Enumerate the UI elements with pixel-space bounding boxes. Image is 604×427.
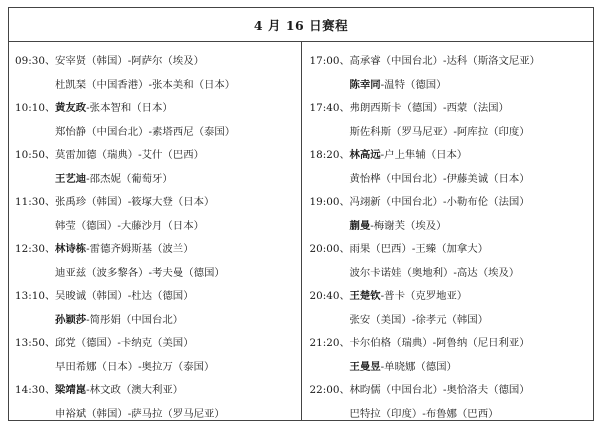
match-text bbox=[350, 332, 530, 356]
match-time: 10:50、 bbox=[15, 149, 56, 161]
match-line bbox=[9, 215, 301, 239]
match-line bbox=[9, 262, 301, 286]
match-slot bbox=[302, 144, 594, 191]
match-line bbox=[302, 50, 594, 74]
match-line bbox=[302, 144, 594, 168]
highlighted-player-name: 林高远 bbox=[349, 149, 381, 161]
match-segment: 雨果（巴西）-王臻（加拿大） bbox=[349, 243, 489, 255]
match-line bbox=[302, 356, 594, 380]
match-slot bbox=[9, 379, 301, 420]
match-text bbox=[55, 74, 235, 98]
match-segment: -林文政（澳大利亚） bbox=[86, 384, 184, 396]
match-slot bbox=[9, 50, 301, 97]
match-text bbox=[55, 191, 214, 215]
match-time: 10:10、 bbox=[15, 102, 56, 114]
match-line bbox=[9, 379, 301, 403]
time-spacer bbox=[9, 74, 55, 98]
match-text bbox=[350, 285, 468, 309]
time-spacer bbox=[9, 403, 55, 421]
match-text bbox=[55, 379, 183, 403]
match-line bbox=[302, 262, 594, 286]
time-spacer bbox=[302, 215, 350, 239]
match-time: 09:30、 bbox=[15, 55, 56, 67]
match-time: 12:30、 bbox=[15, 243, 56, 255]
highlighted-player-name: 梁靖崑 bbox=[55, 384, 87, 396]
match-slot bbox=[302, 50, 594, 97]
match-segment: 斯佐科斯（罗马尼亚）-阿库拉（印度） bbox=[349, 125, 530, 138]
match-slot bbox=[9, 97, 301, 144]
match-slot bbox=[9, 191, 301, 238]
match-line bbox=[9, 332, 301, 356]
match-line bbox=[9, 50, 301, 74]
match-text bbox=[350, 50, 541, 74]
match-text bbox=[55, 309, 183, 333]
match-segment: 黄怡桦（中国台北）-伊藤美诚（日本） bbox=[349, 172, 530, 185]
highlighted-player-name: 王楚钦 bbox=[349, 290, 381, 302]
match-slot bbox=[302, 379, 594, 420]
match-time: 20:00、 bbox=[309, 243, 350, 255]
time-spacer bbox=[9, 262, 55, 286]
highlighted-player-name: 王艺迪 bbox=[55, 172, 87, 185]
match-slot bbox=[9, 144, 301, 191]
match-line bbox=[302, 168, 594, 192]
match-line bbox=[9, 309, 301, 333]
match-text bbox=[55, 50, 204, 74]
match-line bbox=[9, 74, 301, 98]
match-segment: -户上隼辅（日本） bbox=[380, 149, 468, 161]
time-spacer bbox=[302, 403, 350, 421]
match-line bbox=[9, 121, 301, 145]
match-segment: -单晓娜（德国） bbox=[380, 360, 457, 373]
time-spacer bbox=[302, 121, 350, 145]
match-time: 13:10、 bbox=[15, 290, 56, 302]
match-time: 22:00、 bbox=[309, 384, 350, 396]
match-segment: 邱党（德国）-卡纳克（美国） bbox=[55, 337, 194, 349]
match-line bbox=[302, 97, 594, 121]
match-segment: 韩莹（德国）-大藤沙月（日本） bbox=[55, 219, 204, 232]
time-spacer bbox=[9, 356, 55, 380]
match-line bbox=[9, 191, 301, 215]
match-time: 17:00、 bbox=[309, 55, 350, 67]
match-time: 14:30、 bbox=[15, 384, 56, 396]
time-spacer bbox=[9, 121, 55, 145]
match-segment: 申裕斌（韩国）-萨马拉（罗马尼亚） bbox=[55, 407, 225, 420]
match-text bbox=[350, 121, 530, 145]
time-spacer bbox=[302, 168, 350, 192]
match-text bbox=[350, 309, 489, 333]
schedule-columns bbox=[9, 42, 593, 420]
match-segment: 张禹珍（韩国）-筱塚大登（日本） bbox=[55, 196, 215, 208]
highlighted-player-name: 王曼昱 bbox=[349, 360, 381, 373]
match-segment: 冯翊新（中国台北）-小勒布伦（法国） bbox=[349, 196, 530, 208]
match-text bbox=[350, 168, 530, 192]
match-line bbox=[9, 238, 301, 262]
match-slot bbox=[9, 332, 301, 379]
time-spacer bbox=[302, 262, 350, 286]
match-time: 13:50、 bbox=[15, 337, 56, 349]
match-segment: 迪亚兹（波多黎各）-考夫曼（德国） bbox=[55, 266, 225, 279]
match-slot bbox=[302, 332, 594, 379]
match-text bbox=[350, 356, 457, 380]
match-line bbox=[9, 285, 301, 309]
match-text bbox=[55, 332, 194, 356]
match-text bbox=[55, 97, 173, 121]
time-spacer bbox=[302, 356, 350, 380]
match-line bbox=[302, 309, 594, 333]
match-slot bbox=[302, 238, 594, 285]
match-text bbox=[350, 97, 509, 121]
right-column bbox=[302, 42, 594, 420]
match-line bbox=[302, 403, 594, 421]
match-segment: -张本智和（日本） bbox=[86, 102, 173, 114]
match-text bbox=[55, 403, 225, 421]
match-line bbox=[302, 191, 594, 215]
match-time: 21:20、 bbox=[309, 337, 350, 349]
match-text bbox=[350, 238, 489, 262]
match-time: 11:30、 bbox=[15, 196, 56, 208]
match-slot bbox=[302, 285, 594, 332]
match-segment: 张安（美国）-徐孝元（韩国） bbox=[349, 313, 489, 326]
match-line bbox=[9, 356, 301, 380]
match-segment: 莫雷加德（瑞典）-艾什（巴西） bbox=[55, 149, 204, 161]
time-spacer bbox=[9, 168, 55, 192]
match-text bbox=[55, 215, 204, 239]
match-line bbox=[302, 379, 594, 403]
time-spacer bbox=[302, 309, 350, 333]
highlighted-player-name: 黄友政 bbox=[55, 102, 87, 114]
match-segment: 吴晙诚（韩国）-杜达（德国） bbox=[55, 290, 194, 302]
schedule-table bbox=[8, 7, 594, 421]
schedule-title: 4 月 16 日赛程 bbox=[9, 8, 593, 42]
time-spacer bbox=[9, 215, 55, 239]
match-text bbox=[350, 215, 447, 239]
left-column bbox=[9, 42, 302, 420]
time-spacer bbox=[302, 74, 350, 98]
match-text bbox=[350, 191, 530, 215]
match-segment: 安宰贤（韩国）-阿萨尔（埃及） bbox=[55, 55, 204, 67]
match-line bbox=[302, 285, 594, 309]
match-segment: -普卡（克罗地亚） bbox=[380, 290, 468, 302]
match-line bbox=[9, 403, 301, 421]
match-text bbox=[350, 262, 520, 286]
highlighted-player-name: 陈幸同 bbox=[349, 78, 381, 91]
match-line bbox=[302, 121, 594, 145]
match-text bbox=[350, 74, 447, 98]
match-slot bbox=[302, 191, 594, 238]
match-segment: 卡尔伯格（瑞典）-阿鲁纳（尼日利亚） bbox=[349, 337, 530, 349]
match-slot bbox=[9, 285, 301, 332]
match-text bbox=[55, 262, 225, 286]
match-text bbox=[55, 238, 194, 262]
match-time: 20:40、 bbox=[309, 290, 350, 302]
match-line bbox=[9, 168, 301, 192]
match-segment: -温特（德国） bbox=[380, 78, 447, 91]
match-line bbox=[9, 144, 301, 168]
highlighted-player-name: 孙颖莎 bbox=[55, 313, 87, 326]
match-segment: 杜凯琹（中国香港）-张本美和（日本） bbox=[55, 78, 236, 91]
match-segment: 弗朗西斯卡（德国）-西蒙（法国） bbox=[349, 102, 509, 114]
match-line bbox=[302, 74, 594, 98]
match-segment: 高承睿（中国台北）-达科（斯洛文尼亚） bbox=[349, 55, 541, 67]
match-text bbox=[350, 403, 499, 421]
match-text bbox=[55, 285, 194, 309]
match-segment: -梅谢芙（埃及） bbox=[370, 219, 447, 232]
match-text bbox=[55, 121, 235, 145]
match-slot bbox=[9, 238, 301, 285]
match-segment: 波尔卡诺娃（奥地利）-高达（埃及） bbox=[349, 266, 520, 279]
match-line bbox=[302, 238, 594, 262]
match-text bbox=[350, 379, 530, 403]
time-spacer bbox=[9, 309, 55, 333]
highlighted-player-name: 蒯曼 bbox=[349, 219, 371, 232]
match-line bbox=[302, 215, 594, 239]
match-segment: -雷德齐姆斯基（波兰） bbox=[86, 243, 194, 255]
match-text bbox=[55, 356, 214, 380]
match-time: 17:40、 bbox=[309, 102, 350, 114]
match-text bbox=[55, 168, 173, 192]
match-line bbox=[302, 332, 594, 356]
match-segment: 早田希娜（日本）-奥拉万（泰国） bbox=[55, 360, 215, 373]
highlighted-player-name: 林诗栋 bbox=[55, 243, 87, 255]
match-time: 19:00、 bbox=[309, 196, 350, 208]
match-slot bbox=[302, 97, 594, 144]
match-segment: 巴特拉（印度）-布鲁娜（巴西） bbox=[349, 407, 499, 420]
match-text bbox=[55, 144, 204, 168]
match-segment: 郑怡静（中国台北）-素塔西尼（泰国） bbox=[55, 125, 236, 138]
match-segment: 林昀儒（中国台北）-奥恰洛夫（德国） bbox=[349, 384, 530, 396]
match-segment: -邵杰妮（葡萄牙） bbox=[86, 172, 173, 185]
match-line bbox=[9, 97, 301, 121]
match-time: 18:20、 bbox=[309, 149, 350, 161]
match-text bbox=[350, 144, 468, 168]
match-segment: -简彤娟（中国台北） bbox=[86, 313, 184, 326]
